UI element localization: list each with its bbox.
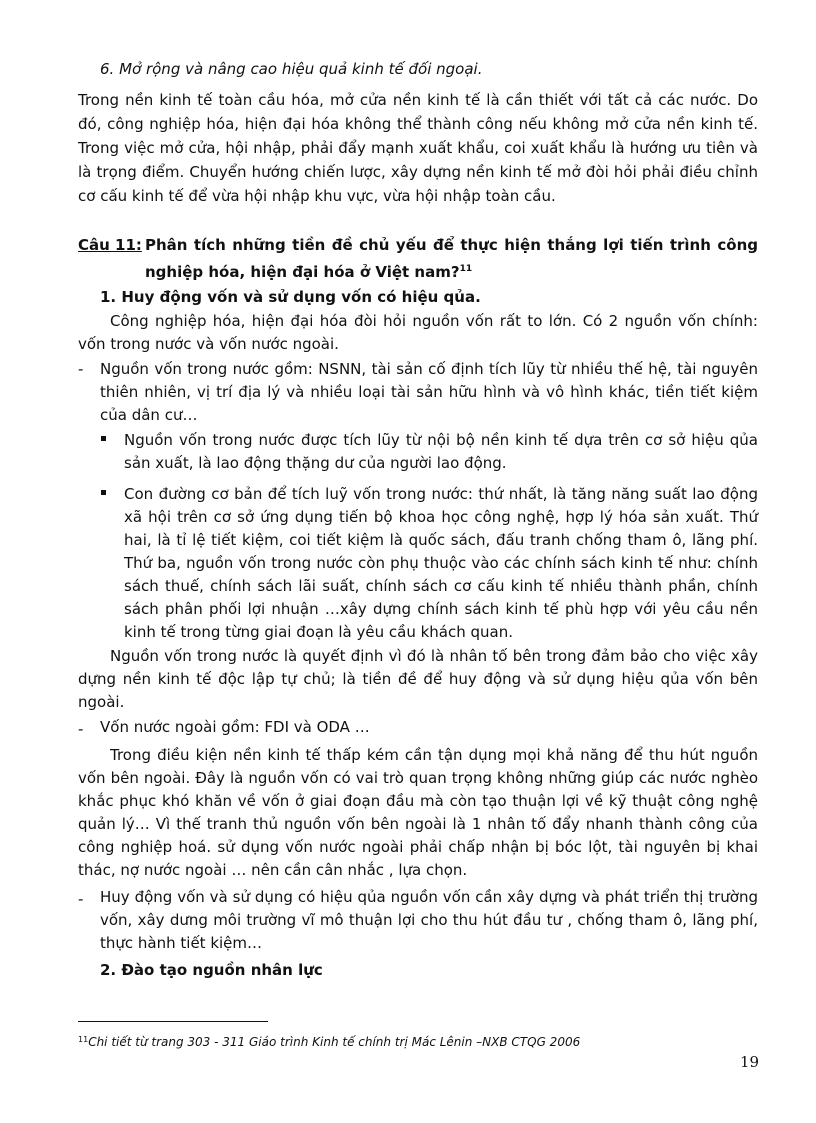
footnote-reference: 11 <box>459 264 473 274</box>
domestic-decisive-paragraph: Nguồn vốn trong nước là quyết định vì đó là nhân tố bên trong đảm bảo cho việc xây dựng nền kinh tế độc lập tự chủ; là tiền đề để huy động và sử dụng hiệu qủa vốn bên ngoài. <box>78 647 758 711</box>
dash-marker: - <box>78 720 84 738</box>
intro-paragraph: Công nghiệp hóa, hiện đại hóa đòi hỏi nguồn vốn rất to lớn. Có 2 nguồn vốn chính: vốn trong nước và vốn nước ngoài. <box>78 312 758 353</box>
bullet-marker <box>101 436 106 441</box>
question-heading <box>78 233 758 284</box>
bullet-marker <box>101 490 106 495</box>
footnote-number: 11 <box>78 1035 89 1044</box>
heading-1: 1. Huy động vốn và sử dụng vốn có hiệu qủa. <box>100 288 481 306</box>
bullet-item-2: Con đường cơ bản để tích luỹ vốn trong nước: thứ nhất, là tăng năng suất lao động xã hội trên cơ sở ứng dụng tiến bộ khoa học công nghệ, hợp lý hóa sản xuất. Thứ hai, là tỉ lệ tiết kiệm, coi tiết kiệm là quốc sách, đấu tranh chống tham ô, lãng phí. Thứ ba, nguồn vốn trong nước còn phụ thuộc vào các chính sách kinh tế như: chính sách thuế, chính sách lãi suất, chính sách cơ cấu kinh tế nhiều thành phần, chính sách phân phối lợi nhuận …xây dựng chính sách kinh tế phù hợp với yêu cầu nền kinh tế trong từng giai đoạn là yêu cầu khách quan. <box>124 485 758 641</box>
question-label: Câu 11: <box>78 236 142 254</box>
dash-item-domestic: Nguồn vốn trong nước gồm: NSNN, tài sản cố định tích lũy từ nhiều thế hệ, tài nguyên thiên nhiên, vị trí địa lý và nhiều loại tài sản hữu hình và vô hình khác, tiền tiết kiệm của dân cư… <box>100 360 758 424</box>
dash-item-foreign: Vốn nước ngoài gồm: FDI và ODA … <box>100 718 370 736</box>
question-text: Phân tích những tiền đề chủ yếu để thực hiện thắng lợi tiến trình công nghiệp hóa, hiện đại hóa ở Việt nam? <box>145 236 758 281</box>
dash-marker: - <box>78 890 84 908</box>
bullet-item-1: Nguồn vốn trong nước được tích lũy từ nội bộ nền kinh tế dựa trên cơ sở hiệu qủa sản xuất, là lao động thặng dư của người lao động. <box>124 431 758 472</box>
section-6-paragraph: Trong nền kinh tế toàn cầu hóa, mở cửa nền kinh tế là cần thiết với tất cả các nước. Do đó, công nghiệp hóa, hiện đại hóa không thể thành công nếu không mở cửa nền kinh tế. Trong việc mở cửa, hội nhập, phải đẩy mạnh xuất khẩu, coi xuất khẩu là hướng ưu tiên và là trọng điểm. Chuyển hướng chiến lược, xây dựng nền kinh tế mở đòi hỏi phải điều chỉnh cơ cấu kinh tế để vừa hội nhập khu vực, vừa hội nhập toàn cầu. <box>78 91 758 205</box>
footnote-separator <box>78 1021 268 1022</box>
footnote <box>78 1032 580 1050</box>
dash-marker: - <box>78 360 84 378</box>
foreign-capital-paragraph: Trong điều kiện nền kinh tế thấp kém cần tận dụng mọi khả năng để thu hút nguồn vốn bên ngoài. Đây là nguồn vốn có vai trò quan trọng không những giúp các nước nghèo khắc phục khó khăn về vốn ở giai đoạn đầu mà còn tạo thuận lợi về kỹ thuật công nghệ quản lý… Vì thế tranh thủ nguồn vốn bên ngoài là 1 nhân tố đẩy nhanh thành công của công nghiệp hoá. sử dụng vốn nước ngoài phải chấp nhận bị bóc lột, tài nguyên bị khai thác, nợ nước ngoài … nên cần cân nhắc , lựa chọn. <box>78 746 758 879</box>
section-6-heading: 6. Mở rộng và nâng cao hiệu quả kinh tế đối ngoại. <box>100 60 483 78</box>
page-number: 19 <box>740 1053 760 1071</box>
heading-2: 2. Đào tạo nguồn nhân lực <box>100 961 323 979</box>
dash-item-mobilize: Huy động vốn và sử dụng có hiệu qủa nguồn vốn cần xây dựng và phát triển thị trường vốn, xây dưng môi trường vĩ mô thuận lợi cho thu hút đầu tư , chống tham ô, lãng phí, thực hành tiết kiệm… <box>100 888 758 952</box>
footnote-text: Chi tiết từ trang 303 - 311 Giáo trình Kinh tế chính trị Mác Lênin –NXB CTQG 2006 <box>88 1035 581 1049</box>
